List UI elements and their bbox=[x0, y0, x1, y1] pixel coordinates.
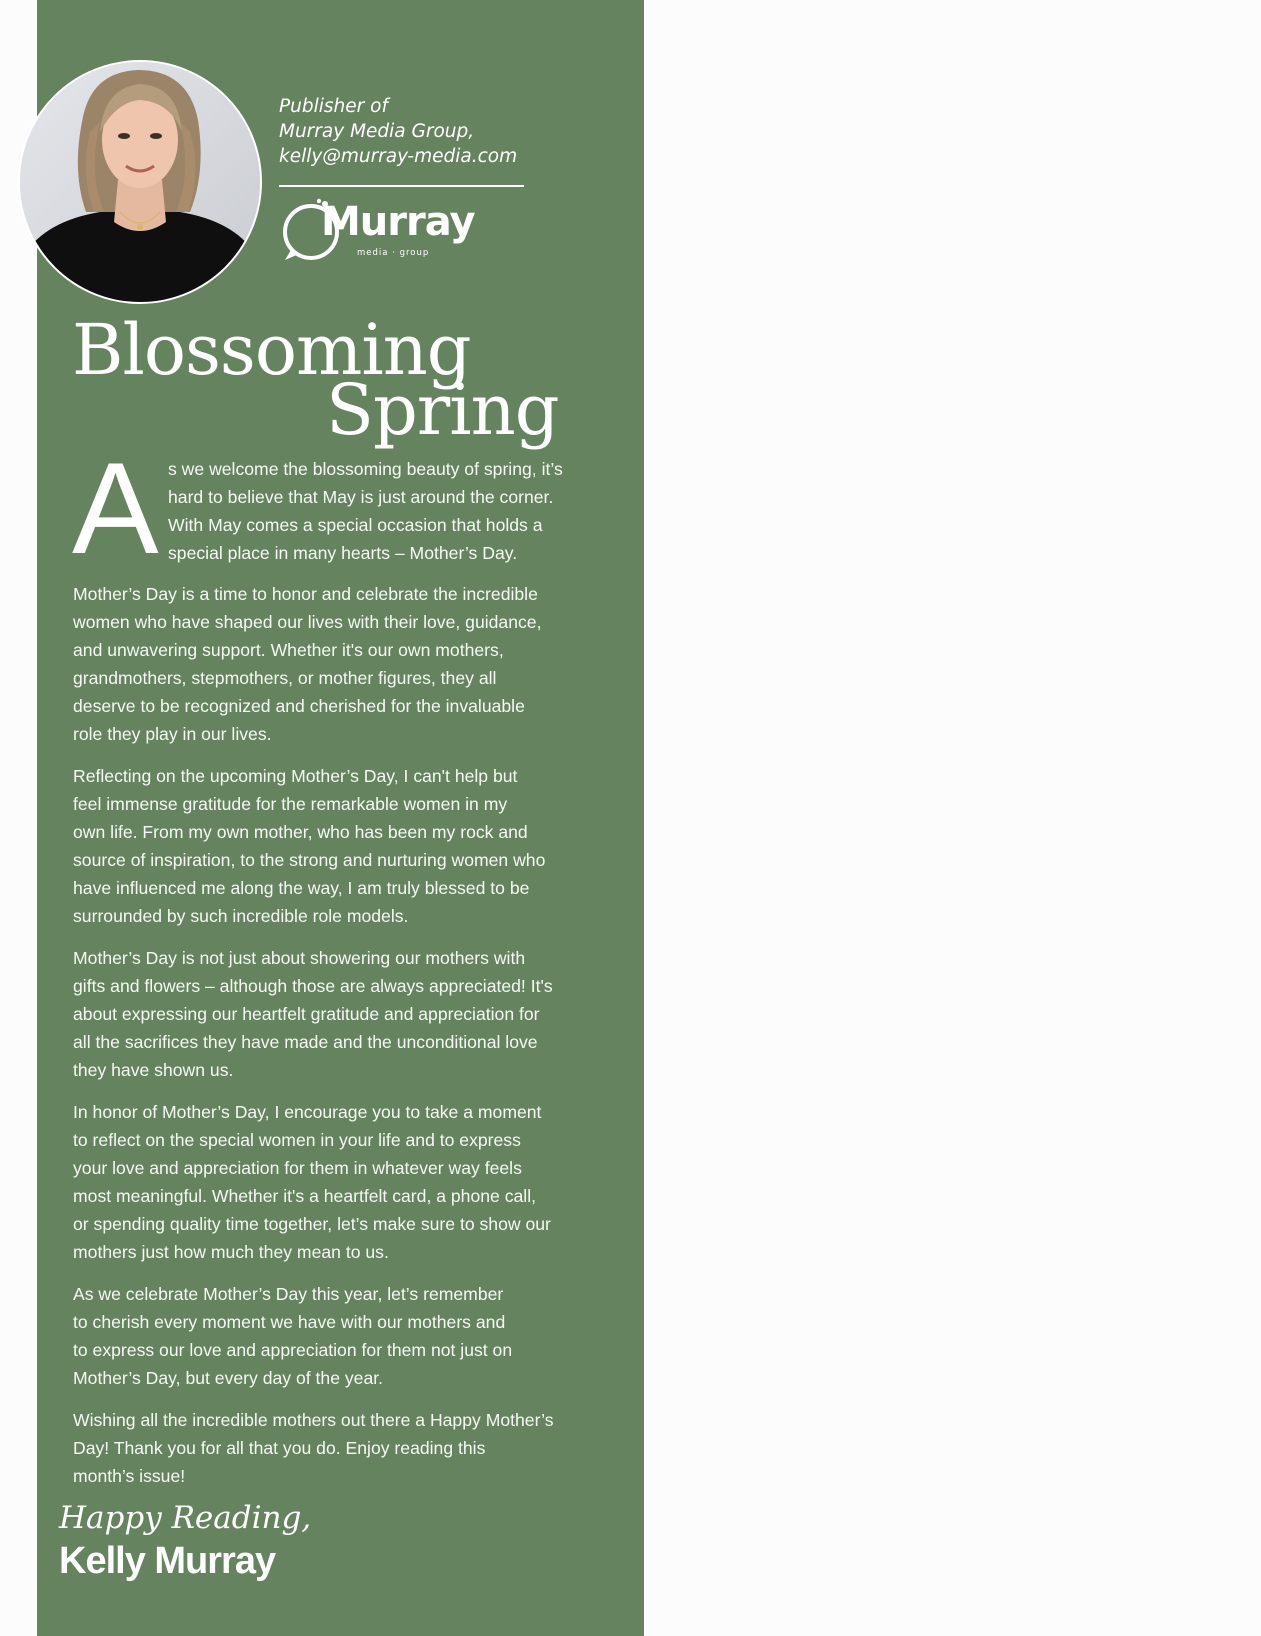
text-line: own life. From my own mother, who has been my rock and bbox=[73, 822, 528, 842]
text-line: feel immense gratitude for the remarkable women in my bbox=[73, 794, 508, 814]
paragraph-6 bbox=[73, 1406, 613, 1490]
text-line: have influenced me along the way, I am truly blessed to be bbox=[73, 878, 530, 898]
text-line: your love and appreciation for them in whatever way feels bbox=[73, 1158, 522, 1178]
text-line: women who have shaped our lives with their love, guidance, bbox=[73, 612, 542, 632]
author-portrait-image bbox=[20, 62, 260, 302]
publisher-title: Publisher of bbox=[279, 96, 388, 117]
headline-line-2: Spring bbox=[326, 369, 559, 451]
paragraph-5 bbox=[73, 1280, 613, 1392]
signature-name: Kelly Murray bbox=[59, 1540, 276, 1582]
text-line: Reflecting on the upcoming Mother’s Day, I can't help but bbox=[73, 766, 518, 786]
text-line: and unwavering support. Whether it's our own mothers, bbox=[73, 640, 504, 660]
text-line: surrounded by such incredible role models. bbox=[73, 906, 409, 926]
text-line: grandmothers, stepmothers, or mother figures, they all bbox=[73, 668, 497, 688]
text-line: mothers just how much they mean to us. bbox=[73, 1242, 389, 1262]
publisher-info bbox=[279, 94, 517, 169]
publisher-company: Murray Media Group, bbox=[279, 121, 475, 142]
paragraph-1 bbox=[73, 580, 613, 748]
divider bbox=[279, 185, 524, 187]
logo-tagline: media · group bbox=[357, 248, 430, 258]
intro-paragraph bbox=[168, 455, 563, 567]
text-line: most meaningful. Whether it's a heartfelt card, a phone call, bbox=[73, 1186, 536, 1206]
murray-media-logo bbox=[279, 198, 475, 266]
text-line: Day! Thank you for all that you do. Enjoy reading this bbox=[73, 1438, 486, 1458]
publisher-email[interactable]: kelly@murray-media.com bbox=[279, 146, 518, 167]
text-line: Mother’s Day is a time to honor and celebrate the incredible bbox=[73, 584, 538, 604]
text-line: to express our love and appreciation for them not just on bbox=[73, 1340, 513, 1360]
text-line: special place in many hearts – Mother’s Day. bbox=[168, 543, 518, 563]
text-line: In honor of Mother’s Day, I encourage you to take a moment bbox=[73, 1102, 542, 1122]
text-line: source of inspiration, to the strong and nurturing women who bbox=[73, 850, 546, 870]
text-line: or spending quality time together, let’s make sure to show our bbox=[73, 1214, 551, 1234]
text-line: all the sacrifices they have made and the unconditional love bbox=[73, 1032, 538, 1052]
text-line: gifts and flowers – although those are always appreciated! It's bbox=[73, 976, 553, 996]
text-line: month’s issue! bbox=[73, 1466, 186, 1486]
text-line: s we welcome the blossoming beauty of spring, it’s bbox=[168, 459, 563, 479]
text-line: hard to believe that May is just around the corner. bbox=[168, 487, 554, 507]
paragraph-2 bbox=[73, 762, 613, 930]
text-line: about expressing our heartfelt gratitude and appreciation for bbox=[73, 1004, 540, 1024]
signoff: Happy Reading, bbox=[59, 1500, 312, 1536]
paragraph-4 bbox=[73, 1098, 613, 1266]
text-line: deserve to be recognized and cherished for the invaluable bbox=[73, 696, 525, 716]
text-line: they have shown us. bbox=[73, 1060, 234, 1080]
text-line: Wishing all the incredible mothers out there a Happy Mother’s bbox=[73, 1410, 554, 1430]
text-line: to cherish every moment we have with our mothers and bbox=[73, 1312, 506, 1332]
text-line: role they play in our lives. bbox=[73, 724, 272, 744]
paragraph-3 bbox=[73, 944, 613, 1084]
text-line: Mother’s Day is not just about showering our mothers with bbox=[73, 948, 526, 968]
text-line: to reflect on the special women in your life and to express bbox=[73, 1130, 521, 1150]
author-portrait bbox=[18, 60, 262, 304]
text-line: With May comes a special occasion that holds a bbox=[168, 515, 543, 535]
headline-line-1: Blossoming bbox=[72, 309, 471, 391]
text-line: Mother’s Day, but every day of the year. bbox=[73, 1368, 384, 1388]
drop-cap: A bbox=[72, 435, 159, 581]
logo-wordmark: Murray bbox=[321, 199, 475, 245]
text-line: As we celebrate Mother’s Day this year, let’s remember bbox=[73, 1284, 504, 1304]
